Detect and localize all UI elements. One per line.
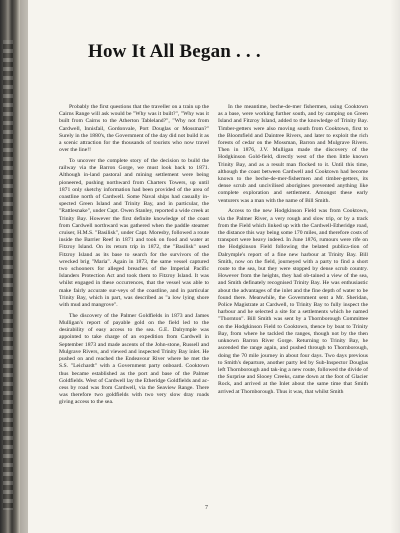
page-number: 7 <box>205 505 208 511</box>
right-text-column <box>218 104 368 399</box>
paragraph: Access to the new Hodgkinson Field was from Cooktown, via the Palmer River, a very rough and slow trip, or by a track from the Field which linked up with the Cardwell-Etheridge road, the distance this way being some 170 miles, and therefore costs of transport were heavy indeed. In June 1876, rumours were rife on the Hodgkinson Field following the belated publica-tion of Dalrymple's report of a fine new harbour at Trinity Bay. Bill Smith, now on the field, journeyed with a party to find a short route to the sea, but they were stopped by dense scrub country. However from the heights, they had ob-tained a view of the sea, and Smith definately recognised Trinity Bay. He was enthusiastic about the advantages of the inlet and the fine depth of water to be found there. Meanwhile, the Government sent a Mr. Sheridan, Police Magistrate at Cardwell, to Trinity Bay to fully inspect the harbour and he selected a site for a settlements which he named "Thornton". Bill Smith was sent by a Thornborough Committee on the Hodgkinson Field to Cooktown, thence by boat to Trinity Bay, from where he tackled the ranges, though not by the then unknown Barron River Gorge. Returning to Trinity Bay, he ascended the range again, and pushed through to Thornborough, doing the 70 mile journey in about four days. Two days previous to Smith's departure, another party led by Sub-Inspector Douglas left Thornborough and tak-ing a new route, followed the divide of the Surprise and Slooey Creeks, came down at the foot of Glacier Rock, and arrived at the Inlet about the same time that Smith arrived at Thornborough. Thus it was, that whilst Smith <box>218 208 368 395</box>
page-title: How It All Began . . . <box>88 41 261 62</box>
paragraph: The discovery of the Palmer Goldfields in 1873 and James Mulligan's report of payable gold on the field led to the desirability of easy access to the sea. G.E. Dalrymple was appointed to take charge of an expedition from Cardwell in September 1873 and made ascents of the John-stone, Russell and Mulgrave Rivers, and viewed and inspected Trinity Bay inlet. He pushed on and reached the Endeavour River where he met the S.S. "Leichardt" with a Government party onboard. Cooktown thus became established as the port and base of the Palmer Goldfields. West of Cardwell lay the Etheridge Goldfields and ac-cess by road was from Cardwell, via the Seaview Range. There was therefore two goldfields with two very slow dray roads giving access to the sea. <box>59 312 209 406</box>
paragraph: In the meantime, beche-de-mer fishermen, using Cooktown as a base, were working further south, and by camping on Green Island and Fitzroy Island, added to the knowledge of Trinity Bay. Timber-getters were also moving south from Cooktown, first to the Bloomfield and Daintree Rivers, and later to exploit the rich forests of cedar on the Mossman, Barron and Mulgrave Rivers. Then in 1876, J.V. Mulligan made the discovery of the Hodgkinson Gold-field, directly west of the then little known Trinity Bay, and as a result man flocked to it. Until this time, although the coast between Cardwell and Cooktown had become known to the beche-de-mer-fishermen and timber-getters, its dense scrub and uncivilised aborigines prevented anything like complete exploration and settlement. Amongst these early venturers was a man with the name of Bill Smith. <box>218 104 368 204</box>
paragraph: Probably the first questions that the traveller on a train up the Cairns Range will ask would be "Why was it built?", "Why was it built from Cairns to the Atherton Tableland?", "Why not from Cardwell, Innisfail, Gordonvale, Port Douglas or Mossman?" Surely in the 1880's, the Government of the day did not build it as a scenic attraction for the thousands of tourists who now travel over the line!! <box>59 104 209 154</box>
adjacent-page-edge <box>0 0 20 533</box>
left-text-column <box>59 104 209 410</box>
page-shade <box>390 0 400 533</box>
paragraph: To uncover the complete story of the decision to build the railway via the Barron Gorge, we must look back to 1871. Although in-land pastoral and mining settlement were being pioneered, pushing northward from Charters Towers, up until 1871 only sketchy information had been provided of the area of coastline north of Cardwell. Some Naval ships had casually in-spected Green Island and Trinity Bay, and in particular, the "Rattlesnake", under Capt. Owen Stanley, reported a wide creek at Trinity Bay. However the first definite knowledge of the coast from Cardwell northward was gathered when the paddle steamer cruiser, H.M.S. "Basilisk", under Capt. Moresby, followed a route inside the Barrier Reef in 1871 and took on food and water at Fitzroy Island. On its return trip in 1872, the "Basilisk" used Fitzroy Island as its base to search for the survivors of the wrecked brig "Maria". Again in 1873, the same vessel captured two schooners for alleged breaches of the Imperial Pacific Islanders Protection Act and took them to Fitzroy Island. It was whilst engaged in these occurrences, that the vessel was able to make fairly accurate sur-veys of the coastline, and in particular Trinity Bay, which in part, was described as "a low lying shore with mud and mangrove". <box>59 158 209 309</box>
